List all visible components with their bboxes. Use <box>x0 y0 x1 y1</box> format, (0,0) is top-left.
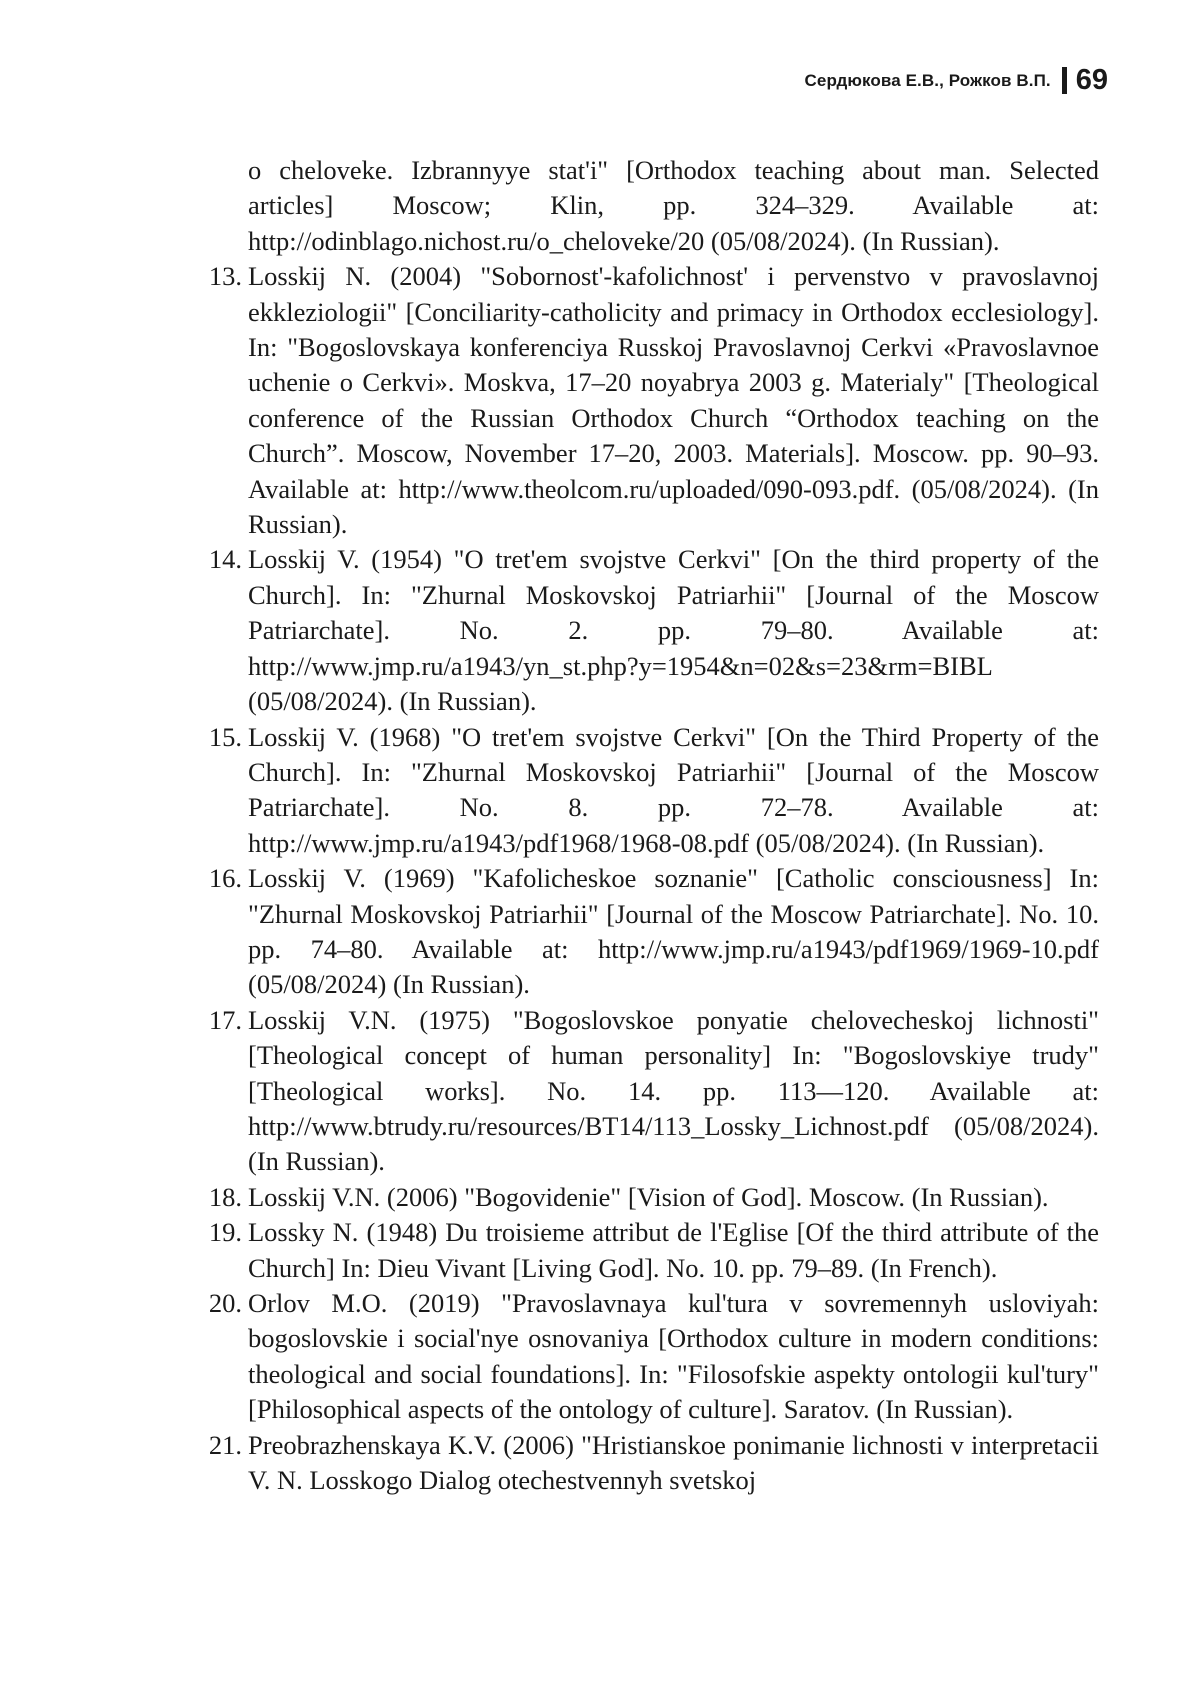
reference-number: 18. <box>208 1181 242 1212</box>
reference-number: 17. <box>208 1004 242 1035</box>
reference-number: 19. <box>208 1217 242 1248</box>
reference-text: Losskij V.N. (1975) "Bogoslovskoe ponyatie chelovecheskoj lichnosti" [Theological concept of human personality] In: "Bogoslovskiye trudy" [Theological works]. No. 14. pp. 113—120. Available at: http://www.btrudy.ru/resources/BT14/113_Lossky_Lichnost.pdf (05/08/2024). (In Russian). <box>248 1004 1099 1177</box>
reference-number: 16. <box>208 863 242 894</box>
reference-text: Losskij N. (2004) "Sobornost'-kafolichnost' i pervenstvo v pravoslavnoj ekkleziologii" [Conciliarity-catholicity and primacy in Orthodox ecclesiology]. In: "Bogoslovskaya konferenciya Russkoj Pravoslavnoj Cerkvi «Pravoslavnoe uchenie o Cerkvi». Moskva, 17–20 noyabrya 2003 g. Materialy" [Theological conference of the Russian Orthodox Church “Orthodox teaching on the Church”. Moscow, November 17–20, 2003. Materials]. Moscow. pp. 90–93. Available at: http://www.theolcom.ru/uploaded/090-093.pdf. (05/08/2024). (In Russian). <box>248 261 1099 540</box>
reference-number: 15. <box>208 721 242 752</box>
reference-item-20 <box>208 1286 1099 1428</box>
reference-number: 20. <box>208 1288 242 1318</box>
reference-item-17 <box>208 1003 1099 1180</box>
page-number: 69 <box>1075 64 1108 96</box>
reference-number: 14. <box>208 544 242 575</box>
running-head <box>805 66 1108 95</box>
running-head-divider <box>1062 67 1067 94</box>
reference-text: Losskij V.N. (2006) "Bogovidenie" [Vision of God]. Moscow. (In Russian). <box>248 1181 1049 1212</box>
reference-item-16 <box>208 861 1099 1003</box>
reference-text: Lossky N. (1948) Du troisieme attribut de l'Eglise [Of the third attribute of the Church] In: Dieu Vivant [Living God]. No. 10. pp. 79–89. (In French). <box>248 1217 1099 1283</box>
reference-item-21 <box>208 1428 1099 1499</box>
reference-item-19 <box>208 1215 1099 1286</box>
reference-list <box>208 153 1099 1498</box>
continued-reference-text: o cheloveke. Izbrannyye stat'i" [Orthodox teaching about man. Selected articles] Moscow; Klin, pp. 324–329. Available at: http://odinblago.nichost.ru/o_cheloveke/20 (05/08/2024). (In Russian). <box>248 155 1099 256</box>
reference-text: Losskij V. (1954) "O tret'em svojstve Cerkvi" [On the third property of the Church]. In: "Zhurnal Moskovskoj Patriarhii" [Journal of the Moscow Patriarchate]. No. 2. pp. 79–80. Available at: http://www.jmp.ru/a1943/yn_st.php?y=1954&n=02&s=23&rm=BIBL (05/08/2024). (In Russian). <box>248 544 1099 717</box>
running-head-authors: Сердюкова Е.В., Рожков В.П. <box>804 70 1051 90</box>
reference-items <box>208 259 1099 1498</box>
reference-text: Preobrazhenskaya K.V. (2006) "Hristianskoe ponimanie lichnosti v interpretacii V. N. Losskogo Dialog otechestvennyh svetskoj <box>248 1429 1099 1496</box>
reference-item-18 <box>208 1180 1099 1215</box>
reference-number: 13. <box>208 261 242 292</box>
reference-text: Orlov M.O. (2019) "Pravoslavnaya kul'tura v sovremennyh usloviyah: bogoslovskie i social'nye osnovaniya [Orthodox culture in modern conditions: theological and social foundations]. In: "Filosofskie aspekty ontologii kul'tury" [Philosophical aspects of the ontology of culture]. Saratov. (In Russian). <box>248 1288 1099 1425</box>
reference-number: 21. <box>208 1429 242 1460</box>
reference-item-13 <box>208 259 1099 542</box>
reference-item-14 <box>208 542 1099 719</box>
reference-text: Losskij V. (1968) "O tret'em svojstve Cerkvi" [On the Third Property of the Church]. In: "Zhurnal Moskovskoj Patriarhii" [Journal of the Moscow Patriarchate]. No. 8. pp. 72–78. Available at: http://www.jmp.ru/a1943/pdf1968/1968-08.pdf (05/08/2024). (In Russian). <box>248 721 1099 858</box>
reference-text: Losskij V. (1969) "Kafolicheskoe soznanie" [Catholic consciousness] In: "Zhurnal Moskovskoj Patriarhii" [Journal of the Moscow Patriarchate]. No. 10. pp. 74–80. Available at: http://www.jmp.ru/a1943/pdf1969/1969-10.pdf (05/08/2024) (In Russian). <box>248 863 1099 1000</box>
reference-item-15 <box>208 720 1099 862</box>
